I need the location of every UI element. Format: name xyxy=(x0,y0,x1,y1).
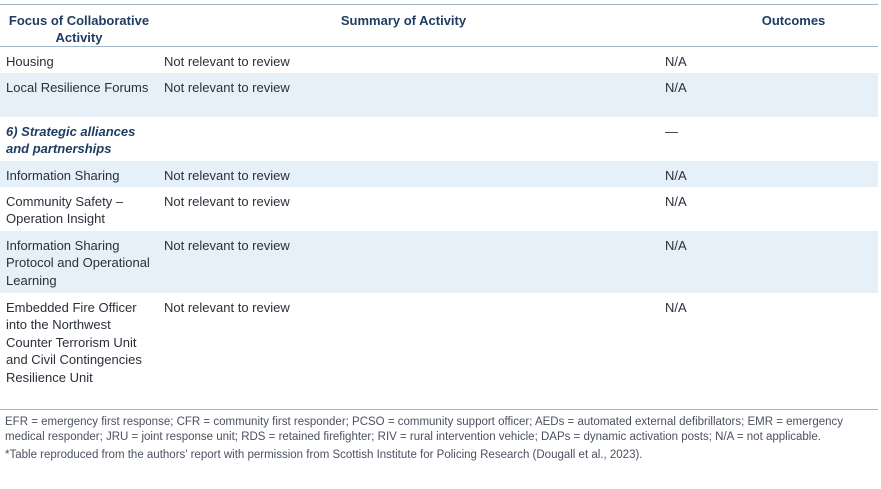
cell-outcome: N/A xyxy=(655,231,878,293)
cell-outcome: N/A xyxy=(665,54,687,69)
table-row xyxy=(0,187,878,231)
cell-summary: Not relevant to review xyxy=(158,161,655,187)
cell-outcome: N/A xyxy=(655,73,878,117)
cell-focus: Local Resilience Forums xyxy=(0,73,158,117)
collaboration-table xyxy=(0,4,878,407)
cell-focus: Information Sharing xyxy=(0,161,158,187)
cell-focus: Housing xyxy=(6,54,54,69)
abbreviations-note: EFR = emergency first response; CFR = community first responder; PCSO = community support officer; AEDs = automated external defibrillators; EMR = emergency medical responder; JRU = joint response unit; RDS = retained firefighter; RIV = rural intervention vehicle; DAPs = dynamic activation posts; N/A = not applicable. xyxy=(5,416,844,443)
cell-outcome: — xyxy=(665,123,678,139)
cell-focus: Embedded Fire Officer into the Northwest Counter Terrorism Unit and Civil Contingencies Resilience Unit xyxy=(6,299,142,385)
cell-summary: Not relevant to review xyxy=(158,231,655,293)
cell-outcome: N/A xyxy=(665,299,687,315)
table-row xyxy=(0,47,878,73)
table-footnote xyxy=(5,415,875,463)
cell-summary: Not relevant to review xyxy=(164,54,290,69)
header-summary: Summary of Activity xyxy=(340,13,467,28)
section-row xyxy=(0,117,878,161)
cell-summary: Not relevant to review xyxy=(164,193,290,209)
source-note: *Table reproduced from the authors’ report with permission from Scottish Institute for Policing Research (Dougall et al., 2023). xyxy=(5,449,643,461)
section-heading: 6) Strategic alliances and partnerships xyxy=(6,123,136,156)
header-focus: Focus of Collaborative Activity xyxy=(8,13,150,45)
cell-focus: Information Sharing Protocol and Operational Learning xyxy=(0,231,158,293)
table-header xyxy=(0,5,878,47)
header-outcomes: Outcomes xyxy=(761,13,826,28)
cell-outcome: N/A xyxy=(665,193,687,209)
table-row xyxy=(0,161,878,187)
cell-summary: Not relevant to review xyxy=(158,73,655,117)
cell-summary: Not relevant to review xyxy=(164,299,290,315)
table-body xyxy=(0,47,878,407)
table-row xyxy=(0,73,878,117)
table-row xyxy=(0,231,878,293)
cell-outcome: N/A xyxy=(655,161,878,187)
table-row xyxy=(0,293,878,407)
cell-summary xyxy=(158,117,655,161)
table-bottom-rule xyxy=(0,409,878,410)
cell-focus: Community Safety – Operation Insight xyxy=(6,193,124,226)
header-row xyxy=(0,5,878,47)
